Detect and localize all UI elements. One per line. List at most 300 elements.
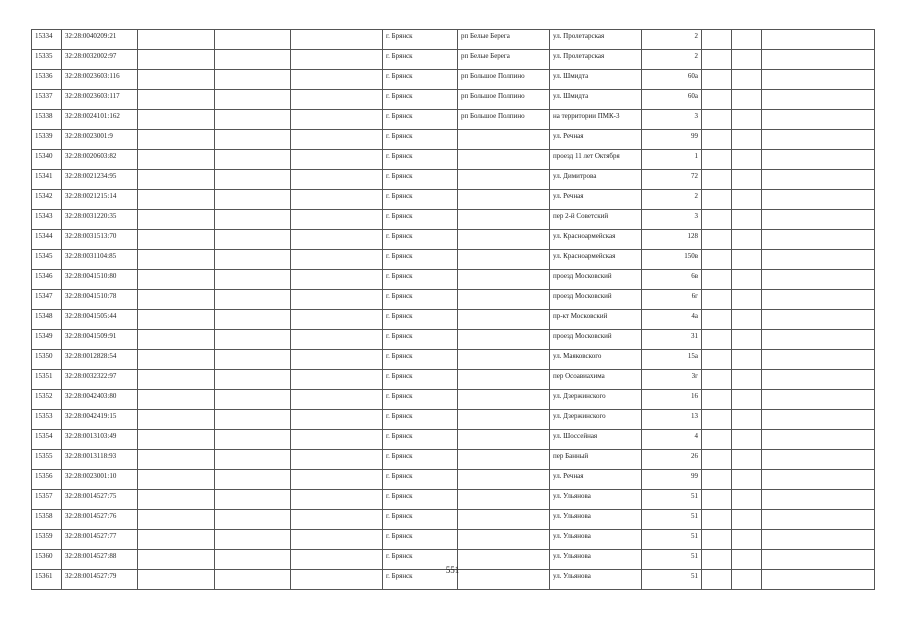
cell-col-3 [138, 250, 215, 270]
cell-house-number: 3 [642, 210, 702, 230]
cell-col-5 [291, 50, 383, 70]
cell-col-3 [138, 350, 215, 370]
cell-house-number: 2 [642, 190, 702, 210]
cell-col-10 [702, 370, 732, 390]
cell-cadastral-number: 32:28:0023001:10 [62, 470, 138, 490]
cell-col-4 [215, 490, 291, 510]
cell-house-number: 2 [642, 50, 702, 70]
cell-street: ул. Пролетарская [550, 50, 642, 70]
cell-house-number: 6г [642, 290, 702, 310]
cell-col-12 [762, 490, 875, 510]
cell-col-10 [702, 290, 732, 310]
cell-col-12 [762, 30, 875, 50]
cell-settlement [458, 350, 550, 370]
cell-house-number: 2 [642, 30, 702, 50]
cell-col-11 [732, 490, 762, 510]
cell-row-number: 15343 [32, 210, 62, 230]
cell-city: г. Брянск [383, 350, 458, 370]
table-row [32, 450, 875, 470]
cell-city: г. Брянск [383, 130, 458, 150]
cell-city: г. Брянск [383, 490, 458, 510]
cell-col-11 [732, 450, 762, 470]
table-row [32, 190, 875, 210]
cell-col-5 [291, 30, 383, 50]
cell-col-10 [702, 490, 732, 510]
cell-col-4 [215, 410, 291, 430]
cell-house-number: 51 [642, 570, 702, 590]
cell-row-number: 15356 [32, 470, 62, 490]
cell-col-4 [215, 350, 291, 370]
cell-col-3 [138, 310, 215, 330]
table-row [32, 270, 875, 290]
cell-col-4 [215, 510, 291, 530]
cell-col-11 [732, 50, 762, 70]
cell-col-12 [762, 150, 875, 170]
cell-col-5 [291, 170, 383, 190]
cell-row-number: 15336 [32, 70, 62, 90]
cell-col-10 [702, 250, 732, 270]
cell-house-number: 1 [642, 150, 702, 170]
cell-house-number: 51 [642, 490, 702, 510]
table-row [32, 50, 875, 70]
cell-col-10 [702, 30, 732, 50]
table-row [32, 530, 875, 550]
cell-col-12 [762, 70, 875, 90]
cell-col-12 [762, 430, 875, 450]
cell-settlement [458, 250, 550, 270]
cell-col-4 [215, 150, 291, 170]
cell-row-number: 15352 [32, 390, 62, 410]
cell-street: пер Осоавиахима [550, 370, 642, 390]
cell-col-5 [291, 530, 383, 550]
cell-street: ул. Дзержинского [550, 390, 642, 410]
cell-col-3 [138, 290, 215, 310]
cell-col-11 [732, 190, 762, 210]
cell-col-10 [702, 310, 732, 330]
cell-house-number: 31 [642, 330, 702, 350]
cell-col-4 [215, 470, 291, 490]
cell-col-5 [291, 150, 383, 170]
cell-col-11 [732, 310, 762, 330]
cell-col-3 [138, 90, 215, 110]
table-row [32, 170, 875, 190]
table-row [32, 150, 875, 170]
cell-settlement [458, 450, 550, 470]
cell-col-10 [702, 430, 732, 450]
cell-col-11 [732, 390, 762, 410]
cell-cadastral-number: 32:28:0031220:35 [62, 210, 138, 230]
table-row [32, 210, 875, 230]
cell-city: г. Брянск [383, 510, 458, 530]
cell-col-5 [291, 330, 383, 350]
table-row [32, 350, 875, 370]
cell-col-5 [291, 270, 383, 290]
cell-cadastral-number: 32:28:0020603:82 [62, 150, 138, 170]
cell-cadastral-number: 32:28:0041509:91 [62, 330, 138, 350]
cell-city: г. Брянск [383, 30, 458, 50]
cell-street: ул. Речная [550, 470, 642, 490]
cell-col-3 [138, 330, 215, 350]
cell-cadastral-number: 32:28:0023001:9 [62, 130, 138, 150]
cell-col-4 [215, 450, 291, 470]
cell-settlement: рп Большое Полпино [458, 110, 550, 130]
cell-col-3 [138, 150, 215, 170]
cell-col-10 [702, 390, 732, 410]
cell-row-number: 15354 [32, 430, 62, 450]
cell-col-12 [762, 250, 875, 270]
cell-col-5 [291, 190, 383, 210]
cell-row-number: 15353 [32, 410, 62, 430]
cell-house-number: 51 [642, 510, 702, 530]
cell-col-10 [702, 230, 732, 250]
cell-col-12 [762, 210, 875, 230]
cell-settlement [458, 510, 550, 530]
cell-settlement [458, 290, 550, 310]
cell-col-11 [732, 370, 762, 390]
cell-col-4 [215, 110, 291, 130]
cell-col-4 [215, 370, 291, 390]
cell-col-3 [138, 30, 215, 50]
table-row [32, 470, 875, 490]
cell-col-3 [138, 430, 215, 450]
cell-city: г. Брянск [383, 70, 458, 90]
cell-col-5 [291, 250, 383, 270]
cell-street: ул. Шмидта [550, 90, 642, 110]
cell-settlement [458, 370, 550, 390]
cell-cadastral-number: 32:28:0023603:116 [62, 70, 138, 90]
cell-col-4 [215, 210, 291, 230]
cell-col-3 [138, 530, 215, 550]
cell-col-11 [732, 30, 762, 50]
cell-row-number: 15338 [32, 110, 62, 130]
cell-col-3 [138, 510, 215, 530]
table-row [32, 110, 875, 130]
cell-street: проезд Московский [550, 330, 642, 350]
cell-cadastral-number: 32:28:0041510:80 [62, 270, 138, 290]
cell-street: пер Банный [550, 450, 642, 470]
cell-col-3 [138, 390, 215, 410]
cell-col-10 [702, 330, 732, 350]
cell-row-number: 15341 [32, 170, 62, 190]
cell-city: г. Брянск [383, 110, 458, 130]
cell-street: ул. Дзержинского [550, 410, 642, 430]
cell-col-5 [291, 490, 383, 510]
cell-col-4 [215, 270, 291, 290]
cell-street: ул. Ульянова [550, 570, 642, 590]
cell-settlement [458, 470, 550, 490]
cell-row-number: 15335 [32, 50, 62, 70]
cell-cadastral-number: 32:28:0014527:76 [62, 510, 138, 530]
cell-city: г. Брянск [383, 270, 458, 290]
cell-street: ул. Ульянова [550, 510, 642, 530]
cell-row-number: 15361 [32, 570, 62, 590]
cell-street: ул. Ульянова [550, 530, 642, 550]
cell-col-4 [215, 130, 291, 150]
cell-city: г. Брянск [383, 290, 458, 310]
cell-row-number: 15349 [32, 330, 62, 350]
cell-col-5 [291, 350, 383, 370]
cell-city: г. Брянск [383, 410, 458, 430]
cell-col-11 [732, 150, 762, 170]
cell-house-number: 150в [642, 250, 702, 270]
cell-house-number: 51 [642, 550, 702, 570]
cell-settlement: рп Белые Берега [458, 30, 550, 50]
cell-col-12 [762, 390, 875, 410]
cell-city: г. Брянск [383, 330, 458, 350]
cell-settlement: рп Белые Берега [458, 50, 550, 70]
cell-house-number: 26 [642, 450, 702, 470]
cell-col-5 [291, 70, 383, 90]
cell-col-4 [215, 30, 291, 50]
cell-col-12 [762, 110, 875, 130]
cell-street: ул. Шмидта [550, 70, 642, 90]
cell-col-5 [291, 450, 383, 470]
cell-col-3 [138, 70, 215, 90]
cell-street: пер 2-й Советский [550, 210, 642, 230]
cell-col-12 [762, 290, 875, 310]
table-row [32, 490, 875, 510]
cell-house-number: 3г [642, 370, 702, 390]
cell-street: проезд Московский [550, 290, 642, 310]
cell-city: г. Брянск [383, 550, 458, 570]
cell-cadastral-number: 32:28:0042403:80 [62, 390, 138, 410]
cell-col-3 [138, 470, 215, 490]
table-row [32, 310, 875, 330]
cell-col-5 [291, 310, 383, 330]
cell-settlement [458, 230, 550, 250]
cell-col-11 [732, 70, 762, 90]
cell-col-5 [291, 390, 383, 410]
cell-col-4 [215, 190, 291, 210]
cell-row-number: 15334 [32, 30, 62, 50]
cell-col-4 [215, 230, 291, 250]
cell-cadastral-number: 32:28:0014527:88 [62, 550, 138, 570]
cell-house-number: 60а [642, 90, 702, 110]
cell-col-12 [762, 370, 875, 390]
cell-row-number: 15357 [32, 490, 62, 510]
cell-col-3 [138, 50, 215, 70]
cell-col-5 [291, 510, 383, 530]
cell-house-number: 3 [642, 110, 702, 130]
cell-city: г. Брянск [383, 430, 458, 450]
cell-city: г. Брянск [383, 230, 458, 250]
cell-col-10 [702, 190, 732, 210]
cell-col-12 [762, 470, 875, 490]
cell-cadastral-number: 32:28:0012828:54 [62, 350, 138, 370]
cell-col-5 [291, 470, 383, 490]
cell-col-12 [762, 50, 875, 70]
table-row [32, 390, 875, 410]
cell-city: г. Брянск [383, 90, 458, 110]
cell-cadastral-number: 32:28:0014527:79 [62, 570, 138, 590]
cell-col-3 [138, 450, 215, 470]
table-row [32, 290, 875, 310]
cell-cadastral-number: 32:28:0040209:21 [62, 30, 138, 50]
cell-row-number: 15351 [32, 370, 62, 390]
table-row [32, 90, 875, 110]
cell-col-4 [215, 310, 291, 330]
cell-col-5 [291, 430, 383, 450]
cell-cadastral-number: 32:28:0023603:117 [62, 90, 138, 110]
cell-col-10 [702, 270, 732, 290]
cell-cadastral-number: 32:28:0032002:97 [62, 50, 138, 70]
cell-settlement [458, 310, 550, 330]
cell-col-11 [732, 470, 762, 490]
cell-col-12 [762, 190, 875, 210]
cell-col-3 [138, 170, 215, 190]
table-row [32, 250, 875, 270]
cell-cadastral-number: 32:28:0031513:70 [62, 230, 138, 250]
cell-city: г. Брянск [383, 470, 458, 490]
cell-col-11 [732, 170, 762, 190]
table-row [32, 430, 875, 450]
cell-col-3 [138, 110, 215, 130]
cell-col-10 [702, 510, 732, 530]
cell-street: проезд Московский [550, 270, 642, 290]
cell-col-11 [732, 410, 762, 430]
cell-street: на территории ПМК-3 [550, 110, 642, 130]
cell-row-number: 15346 [32, 270, 62, 290]
cell-city: г. Брянск [383, 250, 458, 270]
cell-settlement [458, 190, 550, 210]
cell-col-10 [702, 110, 732, 130]
cell-col-10 [702, 90, 732, 110]
cell-col-5 [291, 130, 383, 150]
table-row [32, 330, 875, 350]
cell-col-5 [291, 410, 383, 430]
cell-cadastral-number: 32:28:0021234:95 [62, 170, 138, 190]
cell-house-number: 72 [642, 170, 702, 190]
cell-row-number: 15345 [32, 250, 62, 270]
cell-settlement [458, 430, 550, 450]
cell-settlement [458, 330, 550, 350]
cell-col-3 [138, 210, 215, 230]
cell-col-10 [702, 170, 732, 190]
cell-col-12 [762, 130, 875, 150]
cell-house-number: 6в [642, 270, 702, 290]
cell-col-12 [762, 170, 875, 190]
cell-row-number: 15339 [32, 130, 62, 150]
cell-row-number: 15342 [32, 190, 62, 210]
cell-cadastral-number: 32:28:0014527:77 [62, 530, 138, 550]
cell-house-number: 99 [642, 130, 702, 150]
cell-col-10 [702, 350, 732, 370]
cell-row-number: 15350 [32, 350, 62, 370]
cell-city: г. Брянск [383, 170, 458, 190]
cell-col-11 [732, 330, 762, 350]
cell-col-3 [138, 410, 215, 430]
cell-col-11 [732, 290, 762, 310]
cell-city: г. Брянск [383, 210, 458, 230]
cell-col-11 [732, 250, 762, 270]
cell-col-4 [215, 90, 291, 110]
cell-row-number: 15337 [32, 90, 62, 110]
cell-col-4 [215, 170, 291, 190]
cell-row-number: 15340 [32, 150, 62, 170]
cell-city: г. Брянск [383, 310, 458, 330]
cell-col-12 [762, 450, 875, 470]
cell-col-3 [138, 130, 215, 150]
cell-col-4 [215, 250, 291, 270]
cell-col-3 [138, 230, 215, 250]
cell-settlement [458, 410, 550, 430]
cell-row-number: 15348 [32, 310, 62, 330]
cell-city: г. Брянск [383, 150, 458, 170]
cell-street: ул. Речная [550, 190, 642, 210]
cell-city: г. Брянск [383, 530, 458, 550]
cell-col-3 [138, 270, 215, 290]
cell-col-4 [215, 50, 291, 70]
cell-col-5 [291, 110, 383, 130]
cell-house-number: 51 [642, 530, 702, 550]
table-row [32, 30, 875, 50]
cell-col-11 [732, 230, 762, 250]
cell-col-12 [762, 410, 875, 430]
cell-cadastral-number: 32:28:0014527:75 [62, 490, 138, 510]
cell-settlement: рп Большое Полпино [458, 90, 550, 110]
cell-street: ул. Пролетарская [550, 30, 642, 50]
cell-house-number: 16 [642, 390, 702, 410]
cell-col-4 [215, 390, 291, 410]
cell-col-5 [291, 230, 383, 250]
cell-house-number: 15а [642, 350, 702, 370]
cell-row-number: 15347 [32, 290, 62, 310]
cell-settlement [458, 150, 550, 170]
cell-street: пр-кт Московский [550, 310, 642, 330]
registry-table [31, 29, 875, 590]
cell-cadastral-number: 32:28:0013103:49 [62, 430, 138, 450]
cell-row-number: 15359 [32, 530, 62, 550]
table-row [32, 370, 875, 390]
cell-col-4 [215, 530, 291, 550]
cell-street: ул. Красноармейская [550, 250, 642, 270]
cell-cadastral-number: 32:28:0041510:78 [62, 290, 138, 310]
cell-cadastral-number: 32:28:0031104:85 [62, 250, 138, 270]
cell-col-11 [732, 530, 762, 550]
table-row [32, 230, 875, 250]
cell-street: ул. Ульянова [550, 550, 642, 570]
cell-house-number: 4а [642, 310, 702, 330]
table-row [32, 410, 875, 430]
cell-col-11 [732, 430, 762, 450]
cell-col-12 [762, 230, 875, 250]
cell-settlement [458, 270, 550, 290]
cell-col-11 [732, 110, 762, 130]
cell-col-5 [291, 90, 383, 110]
cell-settlement [458, 210, 550, 230]
cell-col-3 [138, 490, 215, 510]
cell-city: г. Брянск [383, 570, 458, 590]
cell-street: проезд 11 лет Октября [550, 150, 642, 170]
cell-city: г. Брянск [383, 370, 458, 390]
cell-street: ул. Ульянова [550, 490, 642, 510]
cell-col-10 [702, 530, 732, 550]
cell-col-11 [732, 350, 762, 370]
cell-row-number: 15358 [32, 510, 62, 530]
cell-col-11 [732, 510, 762, 530]
page-number: 551 [445, 565, 460, 575]
cell-col-11 [732, 270, 762, 290]
cell-street: ул. Маяковского [550, 350, 642, 370]
cell-settlement: рп Большое Полпино [458, 70, 550, 90]
cell-house-number: 99 [642, 470, 702, 490]
cell-row-number: 15344 [32, 230, 62, 250]
cell-col-11 [732, 210, 762, 230]
cell-col-12 [762, 310, 875, 330]
cell-col-5 [291, 370, 383, 390]
cell-cadastral-number: 32:28:0032322:97 [62, 370, 138, 390]
cell-col-10 [702, 210, 732, 230]
